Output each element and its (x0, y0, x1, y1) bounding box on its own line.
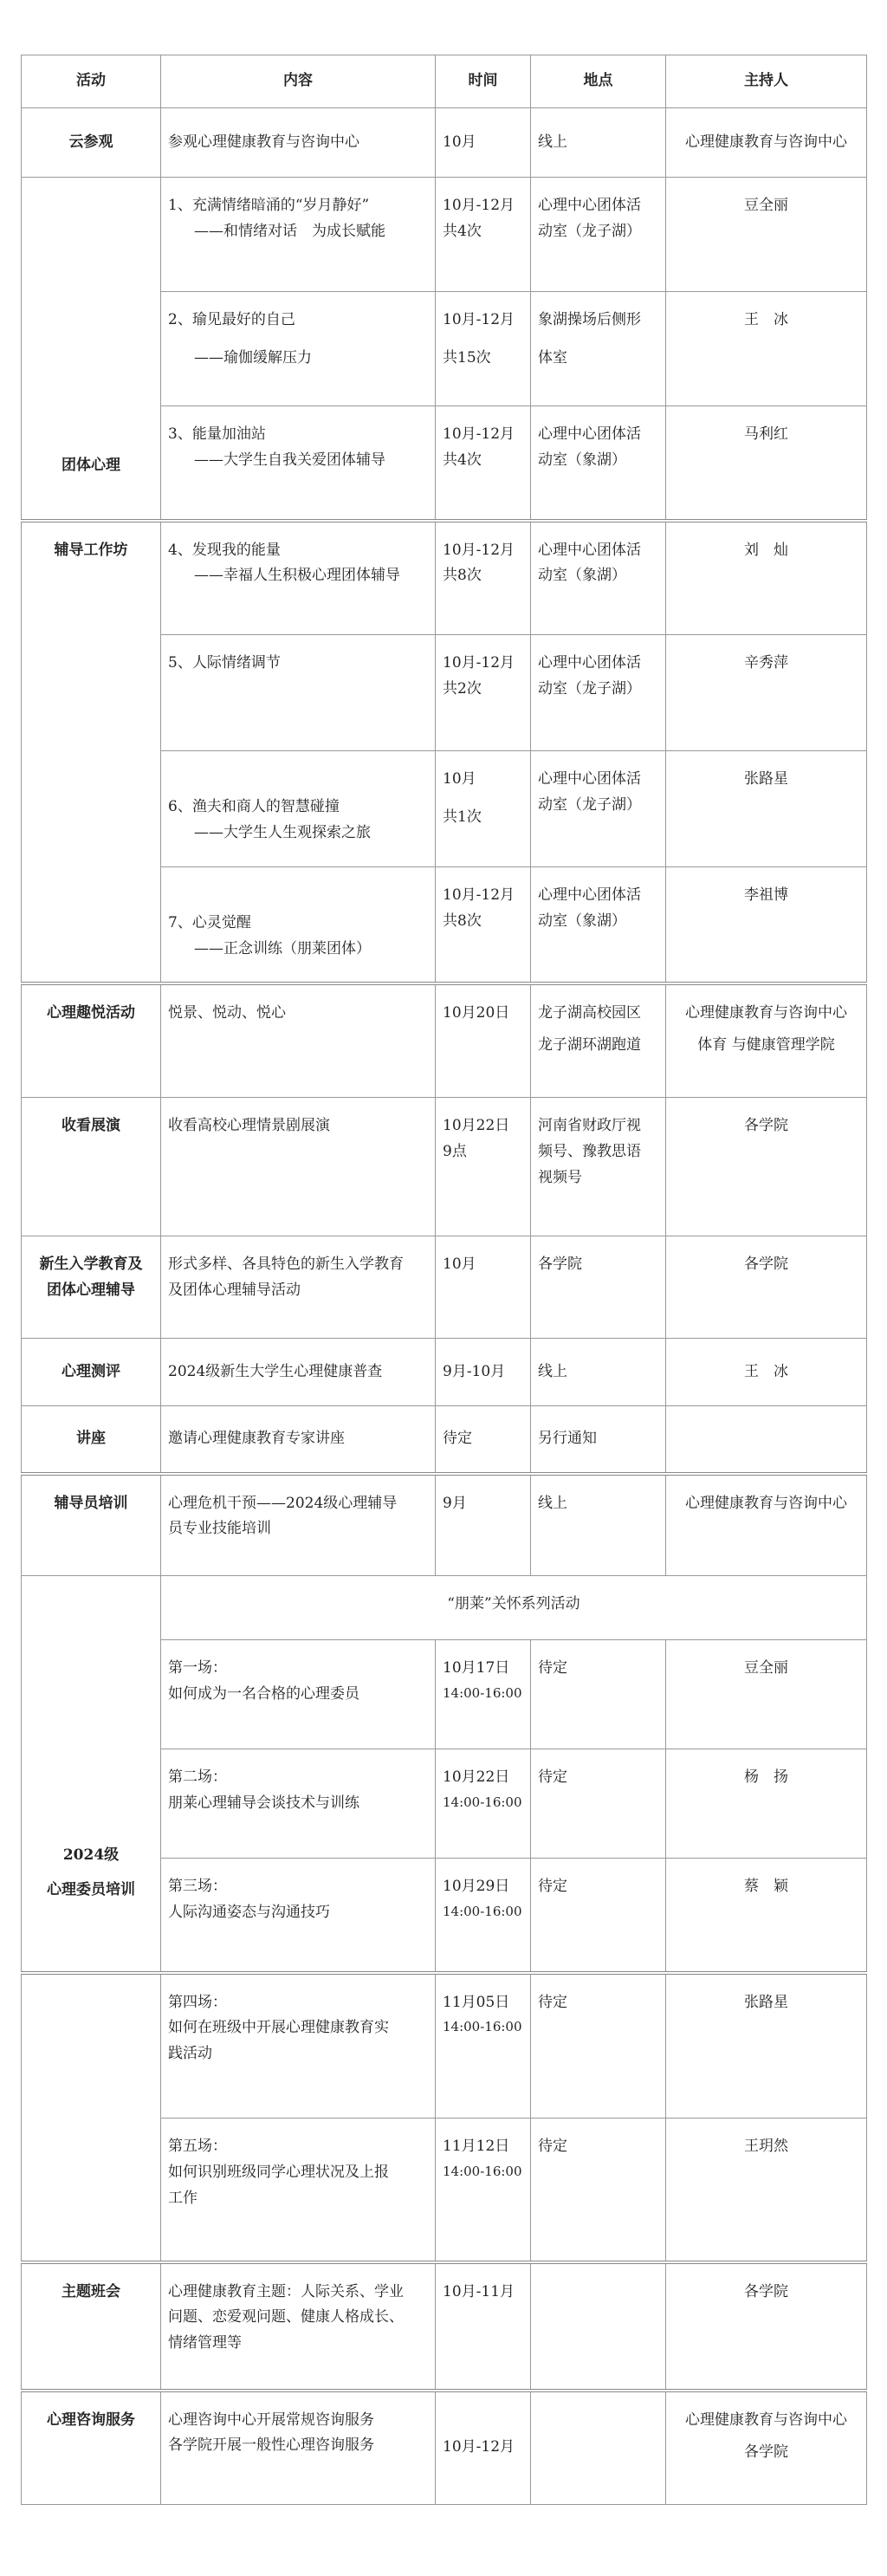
content-title: 6、渔夫和商人的智慧碰撞 (168, 798, 340, 815)
activity-cell: 云参观 (22, 108, 161, 178)
content-cell (161, 2119, 436, 2262)
session-label: 第三场： (168, 1878, 227, 1895)
time-date: 10月17日 (443, 1659, 510, 1677)
place-cell (531, 1098, 666, 1236)
place-cell (531, 406, 666, 521)
place-line: 龙子湖高校园区 (538, 1003, 641, 1022)
table-row (22, 1406, 867, 1474)
host-cell: 马利红 (666, 406, 867, 521)
host-line: 心理健康教育与咨询中心 (685, 2411, 847, 2429)
time-range: 10月 (443, 770, 476, 788)
time-date: 10月22日 (443, 1117, 510, 1134)
content-cell: 参观心理健康教育与咨询中心 (161, 108, 436, 178)
time-date: 10月22日 (443, 1768, 510, 1786)
session-label: 第一场： (168, 1659, 227, 1677)
host-line: 各学院 (744, 2443, 788, 2462)
content-cell (161, 1474, 436, 1576)
activity-cell (22, 1576, 161, 1973)
content-line: 员专业技能培训 (168, 1520, 271, 1538)
table-row (22, 178, 867, 292)
content-title: 5、人际情绪调节 (168, 654, 281, 672)
place-cell: 线上 (531, 108, 666, 178)
host-cell: 辛秀萍 (666, 635, 867, 751)
session-topic: 朋莱心理辅导会谈技术与训练 (168, 1794, 359, 1812)
activity-cell: 辅导员培训 (22, 1474, 161, 1576)
place-line: 动室（龙子湖） (538, 795, 641, 814)
table-header-row (22, 55, 867, 108)
content-line: 心理健康教育主题：人际关系、学业 (168, 2282, 404, 2300)
host-cell: 蔡 颖 (666, 1859, 867, 1973)
place-line: 象湖操场后侧形 (538, 311, 641, 328)
time-range: 10月-12月 (443, 311, 515, 328)
place-line: 动室（象湖） (538, 451, 626, 469)
content-title: 1、充满情绪暗涌的“岁月静好” (168, 197, 370, 214)
place-line: 龙子湖环湖跑道 (538, 1036, 641, 1054)
activity-line: 团体心理辅导 (47, 1281, 135, 1299)
table-row (22, 1098, 867, 1236)
content-cell (161, 406, 436, 521)
time-cell: 9月 (436, 1474, 531, 1576)
content-cell (161, 867, 436, 983)
content-title: 2、瑜见最好的自己 (168, 311, 295, 328)
content-title: 7、心灵觉醒 (168, 914, 251, 931)
host-cell: 各学院 (666, 2262, 867, 2391)
place-cell (531, 178, 666, 292)
session-topic: 如何成为一名合格的心理委员 (168, 1684, 359, 1703)
host-cell: 王 冰 (666, 1339, 867, 1406)
content-cell (161, 751, 436, 867)
header-activity: 活动 (22, 55, 161, 108)
activity-cell: 心理趣悦活动 (22, 983, 161, 1098)
content-cell: 邀请心理健康教育专家讲座 (161, 1406, 436, 1474)
time-date: 10月29日 (443, 1878, 510, 1895)
content-cell: 收看高校心理情景剧展演 (161, 1098, 436, 1236)
place-line: 动室（龙子湖） (538, 222, 641, 240)
host-cell: 各学院 (666, 1236, 867, 1339)
content-line: 心理咨询中心开展常规咨询服务 (168, 2411, 374, 2429)
time-cell: 10月 (436, 108, 531, 178)
content-subtitle: ——瑜伽缓解压力 (194, 348, 312, 367)
time-date: 11月12日 (443, 2138, 510, 2155)
content-cell (161, 1640, 436, 1749)
table-row (22, 108, 867, 178)
content-line: 心理危机干预——2024级心理辅导 (168, 1494, 398, 1512)
session-count: 共2次 (443, 679, 482, 698)
host-cell: 张路星 (666, 751, 867, 867)
content-cell (161, 2262, 436, 2391)
session-topic: 工作 (168, 2189, 197, 2207)
place-line: 动室（象湖） (538, 912, 626, 930)
time-cell: 9月-10月 (436, 1339, 531, 1406)
content-cell (161, 2391, 436, 2505)
place-line: 频号、豫教思语 (538, 1142, 641, 1160)
table-row (22, 1339, 867, 1406)
place-cell: 另行通知 (531, 1406, 666, 1474)
place-cell (531, 521, 666, 635)
place-line: 河南省财政厅视 (538, 1117, 641, 1134)
content-cell (161, 178, 436, 292)
place-cell (531, 751, 666, 867)
content-subtitle: ——和情绪对话 为成长赋能 (194, 222, 385, 240)
content-line: 形式多样、各具特色的新生入学教育 (168, 1256, 404, 1273)
content-subtitle: ——幸福人生积极心理团体辅导 (194, 567, 400, 585)
session-label: 第五场： (168, 2138, 227, 2155)
session-topic: 如何在班级中开展心理健康教育实 (168, 2019, 389, 2037)
table-row (22, 1576, 867, 1640)
host-cell: 王 冰 (666, 292, 867, 406)
content-line: 各学院开展一般性心理咨询服务 (168, 2436, 374, 2455)
time-cell: 10月-12月 (436, 2391, 531, 2505)
header-place: 地点 (531, 55, 666, 108)
header-time: 时间 (436, 55, 531, 108)
session-label: 第二场： (168, 1768, 227, 1786)
activity-cell-continued (22, 1973, 161, 2262)
place-line: 动室（象湖） (538, 567, 626, 585)
time-hours: 14:00-16:00 (443, 2163, 522, 2179)
host-cell: 心理健康教育与咨询中心 (666, 108, 867, 178)
content-cell (161, 635, 436, 751)
series-title: “朋莱”关怀系列活动 (161, 1576, 867, 1640)
place-line: 心理中心团体活 (538, 197, 641, 214)
session-topic: 人际沟通姿态与沟通技巧 (168, 1903, 330, 1921)
place-line: 心理中心团体活 (538, 770, 641, 788)
place-line: 心理中心团体活 (538, 425, 641, 443)
time-cell (436, 521, 531, 635)
host-cell: 张路星 (666, 1973, 867, 2119)
host-cell: 刘 灿 (666, 521, 867, 635)
activity-cell: 心理测评 (22, 1339, 161, 1406)
place-cell (531, 292, 666, 406)
time-hours: 14:00-16:00 (443, 1903, 522, 1919)
activity-schedule-table (21, 55, 867, 2505)
time-cell (436, 178, 531, 292)
session-label: 第四场： (168, 1993, 227, 2011)
time-cell: 待定 (436, 1406, 531, 1474)
content-subtitle: ——大学生人生观探索之旅 (194, 823, 371, 841)
session-count: 共8次 (443, 567, 482, 585)
time-range: 10月-12月 (443, 886, 515, 904)
time-cell (436, 1640, 531, 1749)
content-cell (161, 1236, 436, 1339)
time-hour: 9点 (443, 1142, 467, 1160)
time-hours: 14:00-16:00 (443, 2019, 522, 2035)
place-cell: 待定 (531, 1973, 666, 2119)
session-topic: 如何识别班级同学心理状况及上报 (168, 2163, 389, 2181)
content-line: 问题、恋爱观问题、健康人格成长、 (168, 2308, 404, 2326)
host-cell: 李祖博 (666, 867, 867, 983)
time-range: 10月-12月 (443, 197, 515, 214)
time-cell (436, 1859, 531, 1973)
table-row (22, 2262, 867, 2391)
time-cell (436, 635, 531, 751)
activity-cell: 心理咨询服务 (22, 2391, 161, 2505)
table-row (22, 2391, 867, 2505)
content-line: 情绪管理等 (168, 2334, 242, 2352)
host-line: 心理健康教育与咨询中心 (685, 1003, 847, 1022)
header-host: 主持人 (666, 55, 867, 108)
time-cell (436, 1749, 531, 1859)
time-cell: 10月-11月 (436, 2262, 531, 2391)
activity-cell: 主题班会 (22, 2262, 161, 2391)
content-cell (161, 521, 436, 635)
place-cell: 线上 (531, 1474, 666, 1576)
time-cell (436, 751, 531, 867)
time-hours: 14:00-16:00 (443, 1794, 522, 1810)
place-line: 心理中心团体活 (538, 654, 641, 672)
time-cell (436, 292, 531, 406)
content-title: 4、发现我的能量 (168, 541, 281, 559)
time-range: 10月-12月 (443, 425, 515, 443)
host-cell: 杨 扬 (666, 1749, 867, 1859)
activity-cell: 收看展演 (22, 1098, 161, 1236)
content-cell: 悦景、悦动、悦心 (161, 983, 436, 1098)
content-cell: 2024级新生大学生心理健康普查 (161, 1339, 436, 1406)
time-range: 10月-12月 (443, 541, 515, 559)
place-cell (531, 2391, 666, 2505)
session-count: 共1次 (443, 808, 482, 826)
content-cell (161, 1859, 436, 1973)
place-cell (531, 867, 666, 983)
place-line: 心理中心团体活 (538, 886, 641, 904)
activity-cell (22, 1236, 161, 1339)
place-cell: 线上 (531, 1339, 666, 1406)
table-row (22, 983, 867, 1098)
place-line: 体室 (538, 348, 567, 367)
activity-cell: 讲座 (22, 1406, 161, 1474)
activity-line: 新生入学教育及 (39, 1256, 143, 1273)
time-cell (436, 867, 531, 983)
time-cell (436, 1098, 531, 1236)
session-topic: 践活动 (168, 2045, 212, 2062)
place-line: 动室（龙子湖） (538, 679, 641, 698)
host-cell: 豆全丽 (666, 1640, 867, 1749)
host-cell (666, 2391, 867, 2505)
time-date: 11月05日 (443, 1993, 510, 2011)
session-count: 共4次 (443, 222, 482, 240)
place-cell: 待定 (531, 1859, 666, 1973)
place-cell (531, 2262, 666, 2391)
activity-line: 心理委员培训 (47, 1880, 135, 1898)
place-cell: 待定 (531, 1749, 666, 1859)
activity-line: 2024级 (62, 1846, 120, 1864)
content-line: 及团体心理辅导活动 (168, 1281, 301, 1299)
time-cell: 10月20日 (436, 983, 531, 1098)
host-cell (666, 1406, 867, 1474)
content-subtitle: ——正念训练（朋莱团体） (194, 939, 371, 957)
table-row (22, 521, 867, 635)
table-row (22, 1236, 867, 1339)
table-row (22, 1973, 867, 2119)
activity-cell: 辅导工作坊 (22, 521, 161, 983)
content-title: 3、能量加油站 (168, 425, 266, 443)
host-cell: 豆全丽 (666, 178, 867, 292)
session-count: 共15次 (443, 348, 491, 367)
time-cell (436, 2119, 531, 2262)
host-cell: 心理健康教育与咨询中心 (666, 1474, 867, 1576)
content-cell (161, 1749, 436, 1859)
host-cell: 王玥然 (666, 2119, 867, 2262)
header-content: 内容 (161, 55, 436, 108)
place-cell: 待定 (531, 1640, 666, 1749)
activity-cell: 团体心理 (22, 178, 161, 521)
host-cell (666, 983, 867, 1098)
host-line: 体育 与健康管理学院 (697, 1036, 835, 1054)
time-cell: 10月 (436, 1236, 531, 1339)
content-cell (161, 292, 436, 406)
content-cell (161, 1973, 436, 2119)
place-cell: 各学院 (531, 1236, 666, 1339)
table-row (22, 1474, 867, 1576)
content-subtitle: ——大学生自我关爱团体辅导 (194, 451, 385, 469)
place-cell (531, 635, 666, 751)
place-cell: 待定 (531, 2119, 666, 2262)
time-cell (436, 406, 531, 521)
session-count: 共4次 (443, 451, 482, 469)
session-count: 共8次 (443, 912, 482, 930)
place-line: 视频号 (538, 1168, 582, 1186)
time-cell (436, 1973, 531, 2119)
place-line: 心理中心团体活 (538, 541, 641, 559)
place-cell (531, 983, 666, 1098)
host-cell: 各学院 (666, 1098, 867, 1236)
time-hours: 14:00-16:00 (443, 1684, 522, 1701)
time-range: 10月-12月 (443, 654, 515, 672)
